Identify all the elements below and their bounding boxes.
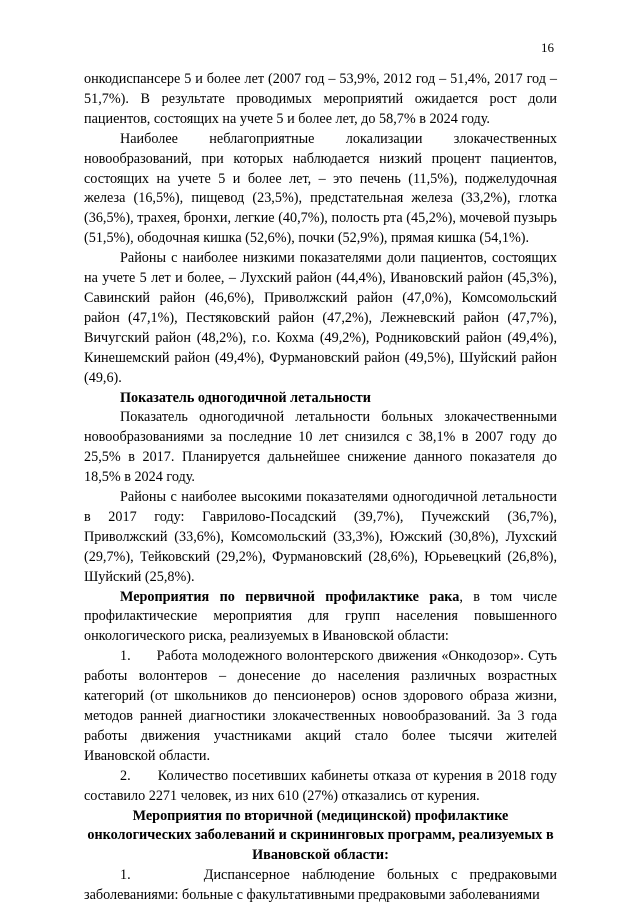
list-item-smoking: 2. Количество посетивших кабинеты отказа от курения в 2018 году составило 2271 человек, из них 610 (27%) отказались от курения. [84, 767, 557, 804]
paragraph-districts-survival: Районы с наиболее низкими показателями доли пациентов, состоящих на учете 5 лет и более, – Лухский район (44,4%), Ивановский район (45,3%), Савинский район (46,6%), Приволжский район (47,0%), Комсомольский район (47,1%), Пестяковский район (47,2%), Лежневский район (47,7%), Вичугский район (48,2%), г.о. Кохма (49,2%), Родниковский район (49,4%), Кинешемский район (49,4%), Фурмановский район (49,5%), Шуйский район (49,6). [84, 250, 557, 386]
page-number: 16 [541, 40, 554, 55]
document-body [84, 70, 557, 906]
list-item-onkodozor: 1. Работа молодежного волонтерского движения «Онкодозор». Суть работы волонтеров – донесение до населения различных возрастных категорий (от школьников до пенсионеров) основ здорового образа жизни, методов ранней диагностики злокачественных новообразований. За 3 года работы движения участниками акций стало более тысячи жителей Ивановской области. [84, 648, 557, 764]
primary-prevention-bold: Мероприятия по первичной профилактике рака [120, 588, 460, 605]
paragraph-continuation: онкодиспансере 5 и более лет (2007 год – 53,9%, 2012 год – 51,4%, 2017 год – 51,7%). В результате проводимых мероприятий ожидается рост доли пациентов, состоящих на учете 5 и более лет, до 58,7% в 2024 году. [84, 71, 557, 127]
heading-secondary-prevention: Мероприятия по вторичной (медицинской) профилактике онкологических заболеваний и скрининговых программ, реализуемых в Ивановской области: [87, 807, 554, 864]
primary-prevention-rest: , в том числе профилактические мероприятия для групп населения повышенного онкологического риска, реализуемых в Ивановской области: [84, 588, 557, 645]
paragraph-districts-mortality: Районы с наиболее высокими показателями одногодичной летальности в 2017 году: Гаврилово-Посадский (39,7%), Пучежский (36,7%), Приволжский (33,6%), Комсомольский (33,3%), Южский (30,8%), Лухский (29,7%), Тейковский (29,2%), Фурмановский (28,6%), Юрьевецкий (26,8%), Шуйский (25,8%). [84, 489, 557, 585]
paragraph-localizations: Наиболее неблагоприятные локализации злокачественных новообразований, при которых наблюдается низкий процент пациентов, состоящих на учете 5 и более лет, – это печень (11,5%), поджелудочная железа (16,5%), пищевод (23,5%), предстательная железа (33,2%), глотка (36,5%), трахея, бронхи, легкие (40,7%), полость рта (45,2%), мочевой пузырь (51,5%), ободочная кишка (52,6%), почки (52,9%), прямая кишка (54,1%). [84, 130, 557, 247]
heading-mortality: Показатель одногодичной летальности [120, 389, 371, 406]
paragraph-primary-prevention [84, 588, 557, 648]
paragraph-mortality: Показатель одногодичной летальности больных злокачественными новообразованиями за последние 10 лет снизился с 38,1% в 2007 году до 25,5% в 2017. Планируется дальнейшее снижение данного показателя до 18,5% в 2024 году. [84, 409, 557, 486]
list-item-dispensary: 1. Диспансерное наблюдение больных с предраковыми заболеваниями: больные с факультативными предраковыми заболеваниями [84, 867, 557, 904]
